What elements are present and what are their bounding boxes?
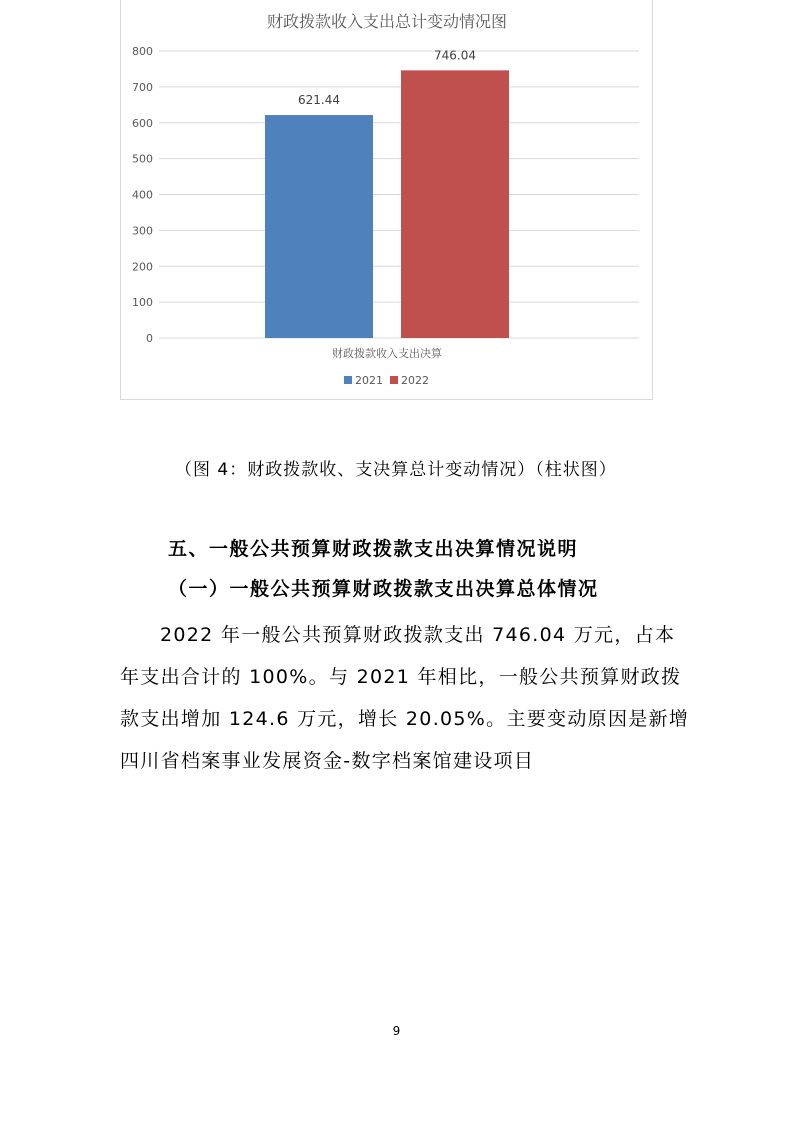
y-tick-label: 0 — [146, 332, 153, 345]
legend-swatch-2022 — [390, 376, 398, 384]
y-tick-label: 100 — [132, 296, 153, 310]
y-tick-label: 200 — [132, 260, 153, 274]
y-tick-label: 400 — [132, 188, 153, 202]
bar-2022 — [401, 70, 509, 338]
x-category-label: 财政拨款收入支出决算 — [332, 347, 442, 360]
bar-chart — [121, 0, 654, 400]
section-heading: 五、一般公共预算财政拨款支出决算情况说明 — [168, 538, 579, 560]
figure-caption: （图 4：财政拨款收、支决算总计变动情况）（柱状图） — [175, 460, 617, 480]
data-label-2022: 746.04 — [434, 48, 476, 63]
sub-heading: （一）一般公共预算财政拨款支出决算总体情况 — [168, 578, 599, 600]
y-tick-label: 800 — [132, 45, 153, 58]
bars — [265, 70, 509, 338]
body-paragraph — [120, 614, 690, 782]
legend-swatch-2021 — [344, 376, 352, 384]
y-tick-label: 300 — [132, 224, 153, 238]
y-axis-ticks — [132, 45, 153, 345]
chart-frame — [120, 0, 653, 400]
legend-label-2021: 2021 — [355, 374, 383, 387]
paragraph-line: 年支出合计的 100%。与 2021 年相比，一般公共预算财政拨 — [120, 666, 682, 688]
bar-2021 — [265, 115, 373, 338]
data-label-2021: 621.44 — [298, 93, 340, 108]
legend-label-2022: 2022 — [401, 374, 429, 387]
y-tick-label: 600 — [132, 116, 153, 130]
y-tick-label: 500 — [132, 152, 153, 166]
gridlines — [159, 51, 639, 338]
y-tick-label: 700 — [132, 80, 153, 94]
page-number: 9 — [392, 1024, 401, 1038]
legend — [344, 374, 429, 387]
chart-title: 财政拨款收入支出总计变动情况图 — [266, 12, 508, 31]
paragraph-line: 四川省档案事业发展资金-数字档案馆建设项目 — [120, 750, 535, 772]
paragraph-line: 款支出增加 124.6 万元，增长 20.05%。主要变动原因是新增 — [120, 708, 690, 730]
paragraph-line: 2022 年一般公共预算财政拨款支出 746.04 万元，占本 — [160, 624, 676, 646]
